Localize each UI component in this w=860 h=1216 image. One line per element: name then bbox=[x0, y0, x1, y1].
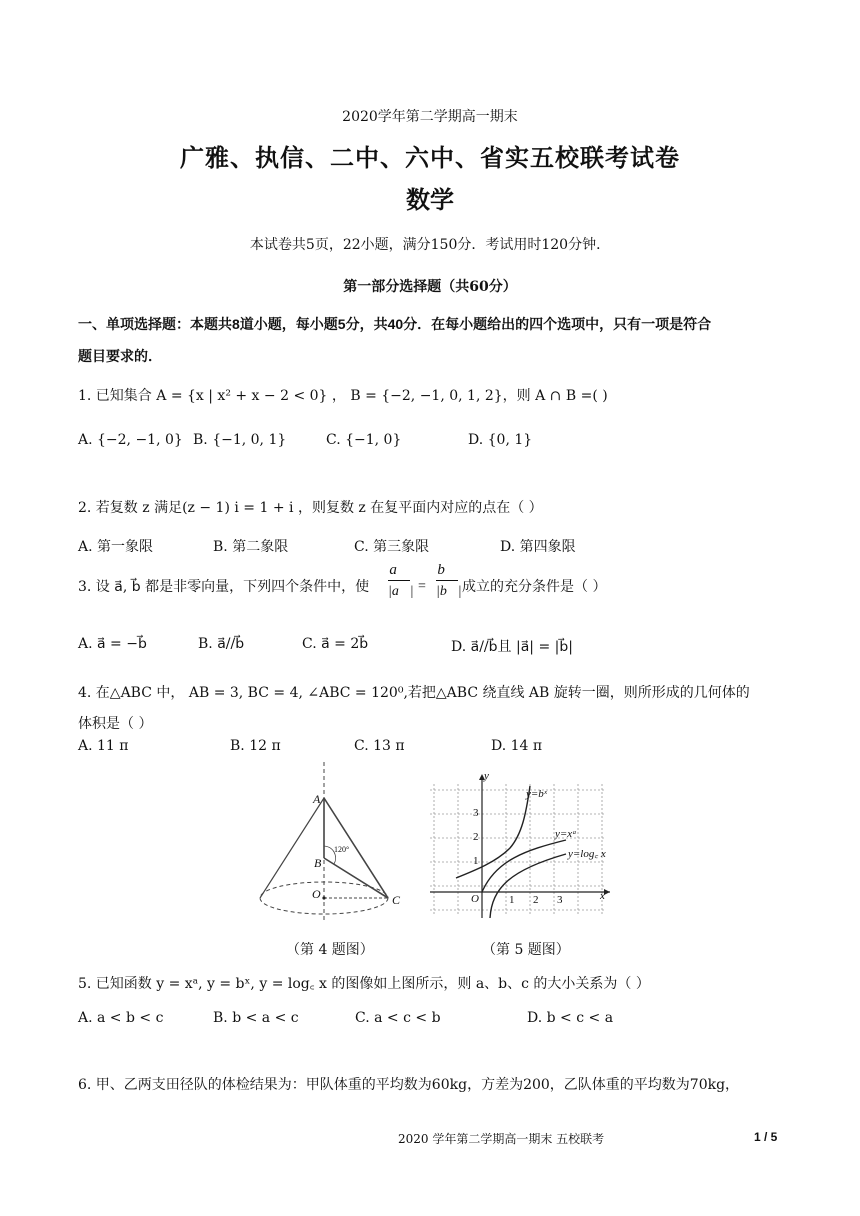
q4-stem-line1: 4. 在△ABC 中， AB = 3, BC = 4, ∠ABC = 120⁰,若把△ABC 绕直线 AB 旋转一圈，则所形成的几何体的 bbox=[78, 685, 750, 701]
q4-option-a: A. 11 π bbox=[78, 738, 129, 754]
figure5-x-axis-label: x bbox=[600, 890, 605, 902]
q3-frac-left-num: a⃗ bbox=[389, 562, 409, 578]
q3-option-b: B. a⃗//b⃗ bbox=[198, 636, 245, 652]
section-heading-line1: 一、单项选择题：本题共8道小题，每小题5分，共40分．在每小题给出的四个选项中，只有一项是符合 bbox=[78, 316, 712, 332]
q3-frac-right bbox=[436, 560, 462, 603]
q3-frac-right-num: b⃗ bbox=[437, 562, 457, 578]
q5-option-d: D. b < c < a bbox=[527, 1010, 614, 1026]
figure5-curve-log-label: y=log꜀ x bbox=[568, 848, 606, 860]
figure5-x-tick-2: 2 bbox=[533, 894, 539, 906]
q3-frac-left-den: |a⃗| bbox=[388, 580, 410, 603]
page-number: 1 / 5 bbox=[754, 1130, 778, 1144]
q3-option-c: C. a⃗ = 2b⃗ bbox=[302, 636, 369, 652]
q6-stem: 6. 甲、乙两支田径队的体检结果为：甲队体重的平均数为60kg，方差为200，乙队体重的平均数为70kg， bbox=[78, 1077, 740, 1093]
figure4-label-c: C bbox=[392, 893, 401, 907]
q1-option-b: B. {−1, 0, 1} bbox=[193, 432, 287, 448]
q1-option-d: D. {0, 1} bbox=[468, 432, 533, 448]
q2-option-c: C. 第三象限 bbox=[354, 539, 430, 555]
figure5-x-tick-3: 3 bbox=[557, 894, 563, 906]
figure5-y-tick-2: 2 bbox=[473, 831, 479, 843]
figure4-label-o: O bbox=[312, 887, 321, 901]
q3-option-d: D. a⃗//b⃗且 |a⃗| = |b⃗| bbox=[451, 639, 573, 655]
q5-option-c: C. a < c < b bbox=[355, 1010, 441, 1026]
q4-option-c: C. 13 π bbox=[354, 738, 405, 754]
q5-option-a: A. a < b < c bbox=[78, 1010, 164, 1026]
figure5-y-tick-1: 1 bbox=[473, 855, 479, 867]
figure5-caption: （第 5 题图） bbox=[482, 942, 570, 958]
figure5-y-axis-label: y bbox=[484, 770, 489, 782]
q2-stem: 2. 若复数 z 满足(z − 1) i = 1 + i ，则复数 z 在复平面内对应的点在（ ） bbox=[78, 500, 543, 516]
section-heading-line2: 题目要求的． bbox=[78, 348, 162, 364]
figure4-angle-label: 120° bbox=[334, 845, 350, 854]
figure4-cone bbox=[250, 758, 410, 928]
q4-stem-line2: 体积是（ ） bbox=[78, 716, 153, 732]
q3-stem-pre: 3. 设 a⃗, b⃗ 都是非零向量，下列四个条件中，使 bbox=[78, 579, 370, 595]
figure4-caption: （第 4 题图） bbox=[286, 942, 374, 958]
exam-title: 广雅、执信、二中、六中、省实五校联考试卷 bbox=[180, 145, 680, 172]
q2-option-d: D. 第四象限 bbox=[500, 539, 576, 555]
q2-option-a: A. 第一象限 bbox=[78, 539, 154, 555]
exam-term: 2020学年第二学期高一期末 bbox=[342, 109, 518, 125]
q3-frac-right-den: |b⃗| bbox=[436, 580, 458, 603]
q1-option-a: A. {−2, −1, 0} bbox=[78, 432, 183, 448]
figure5-curve-exp-label: y=bˣ bbox=[526, 788, 547, 800]
q2-option-b: B. 第二象限 bbox=[213, 539, 289, 555]
q1-stem: 1. 已知集合 A = {x | x² + x − 2 < 0} ， B = {−2, −1, 0, 1, 2}，则 A ∩ B =( ) bbox=[78, 388, 608, 404]
q5-stem: 5. 已知函数 y = xᵃ, y = bˣ, y = log꜀ x 的图像如上图所示，则 a、b、c 的大小关系为（ ） bbox=[78, 976, 650, 992]
q3-frac-left bbox=[388, 560, 414, 603]
figure4-label-b: B bbox=[314, 856, 322, 870]
q3-option-a: A. a⃗ = −b⃗ bbox=[78, 636, 147, 652]
figure5-graph bbox=[426, 770, 616, 920]
q4-option-b: B. 12 π bbox=[230, 738, 281, 754]
q3-stem-post: 成立的充分条件是（ ） bbox=[462, 579, 607, 595]
part-heading: 第一部分选择题（共60分） bbox=[343, 279, 517, 295]
page-footer: 2020 学年第二学期高一期末 五校联考 bbox=[398, 1132, 605, 1146]
exam-info: 本试卷共5页，22小题，满分150分．考试用时120分钟． bbox=[249, 237, 611, 253]
q3-eq: = bbox=[418, 579, 426, 594]
q5-option-b: B. b < a < c bbox=[213, 1010, 299, 1026]
figure5-curve-pow-label: y=xᵃ bbox=[555, 828, 577, 840]
figure5-y-tick-3: 3 bbox=[473, 807, 479, 819]
figure4-label-a: A bbox=[313, 792, 321, 806]
q1-option-c: C. {−1, 0} bbox=[326, 432, 402, 448]
exam-subject: 数学 bbox=[406, 187, 454, 214]
figure5-origin-label: O bbox=[471, 893, 479, 905]
q4-option-d: D. 14 π bbox=[491, 738, 543, 754]
figure5-x-tick-1: 1 bbox=[509, 894, 515, 906]
